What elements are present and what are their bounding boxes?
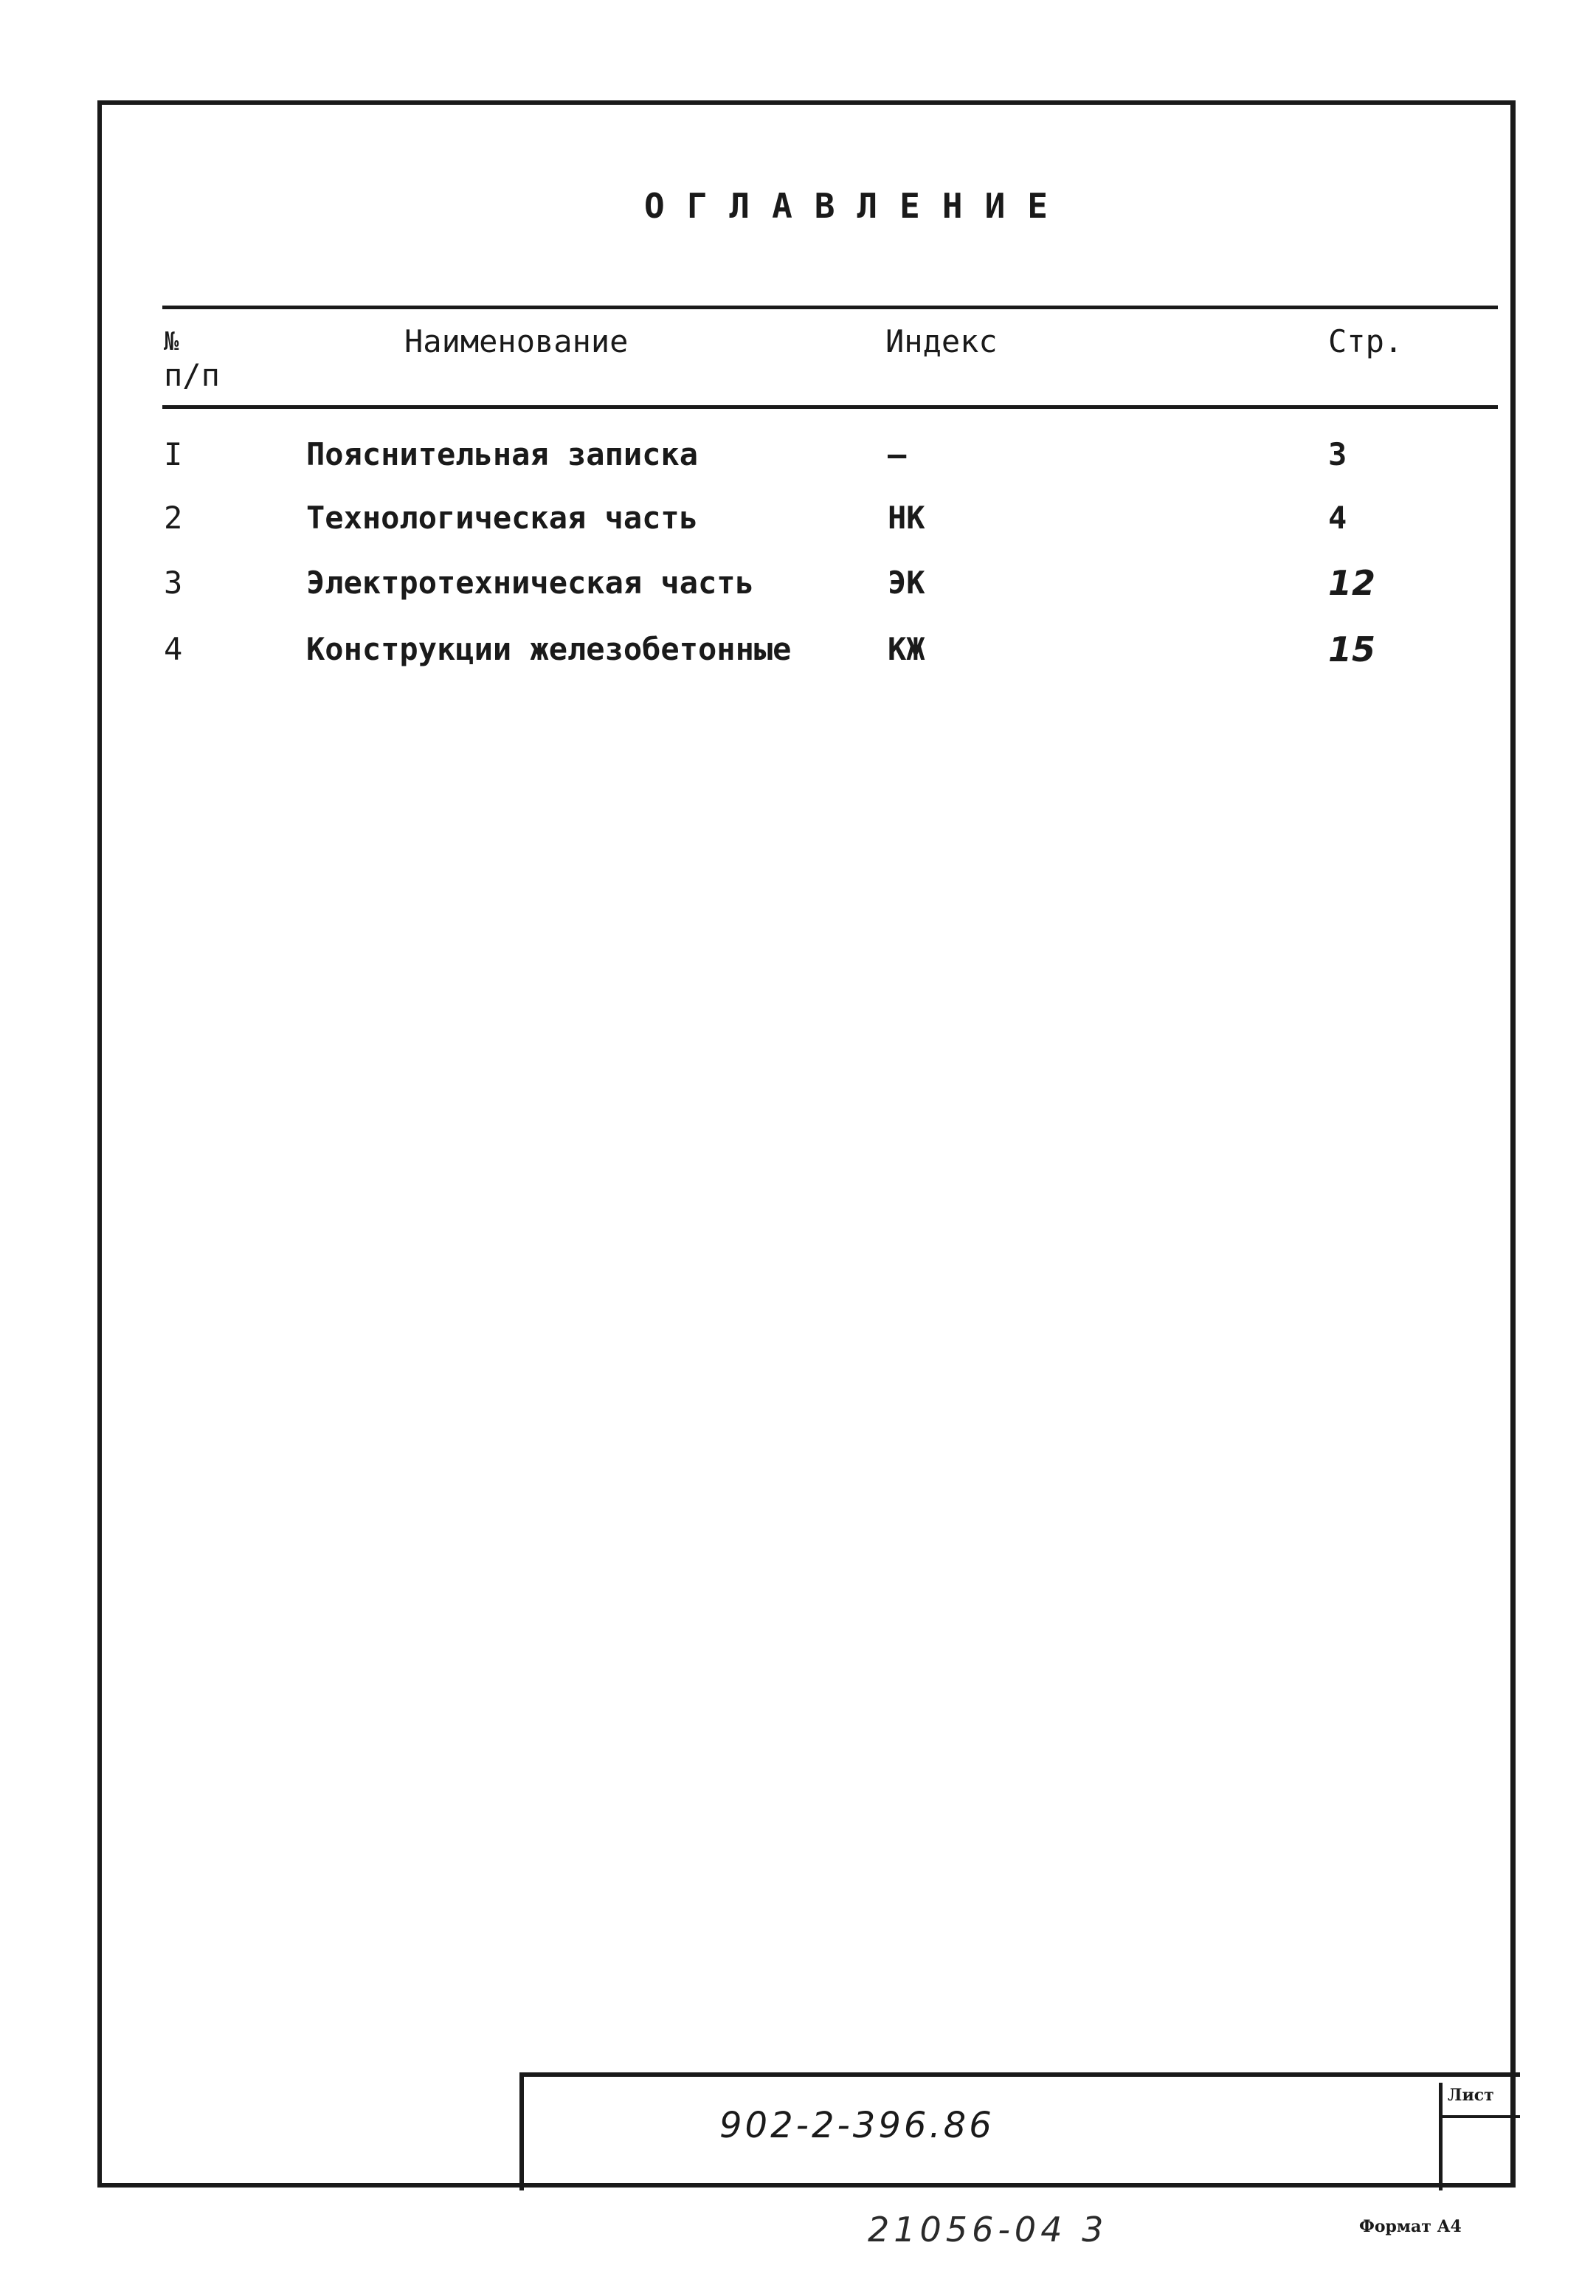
table-row [0, 496, 1596, 540]
sheet-cell-divider [1443, 2115, 1520, 2118]
format-label: Формат А4 [1359, 2217, 1462, 2236]
table-row [0, 432, 1596, 477]
row-number: I [164, 436, 183, 472]
row-page: 15 [1328, 630, 1376, 669]
sheet-label: Лист [1448, 2086, 1494, 2105]
header-name: Наименование [404, 323, 629, 359]
header-number-sign: № [164, 327, 179, 356]
table-row [0, 561, 1596, 605]
row-page: 12 [1328, 563, 1376, 603]
row-number: 4 [164, 631, 183, 667]
table-header-rule [162, 405, 1498, 409]
header-page: Стр. [1328, 323, 1403, 359]
row-number: 2 [164, 500, 183, 536]
row-index: – [888, 436, 907, 472]
row-name: Электротехническая часть [306, 565, 754, 601]
row-index: КЖ [888, 631, 925, 667]
row-page: 3 [1328, 436, 1347, 472]
table-top-rule [162, 306, 1498, 309]
row-name: Конструкции железобетонные [306, 631, 792, 667]
row-name: Технологическая часть [306, 500, 699, 536]
row-number: 3 [164, 565, 183, 601]
header-index: Индекс [885, 323, 998, 359]
header-number: п/п [164, 357, 220, 393]
footer-number: 21056-04 3 [868, 2210, 1108, 2250]
page-title: ОГЛАВЛЕНИЕ [644, 186, 1070, 226]
table-row [0, 627, 1596, 672]
row-page: 4 [1328, 500, 1347, 536]
sheet-frame [97, 100, 1516, 2188]
row-index: НК [888, 500, 925, 536]
document-code: 902-2-396.86 [719, 2105, 995, 2146]
row-index: ЭК [888, 565, 925, 601]
title-block-stamp [519, 2072, 1520, 2190]
row-name: Пояснительная записка [306, 436, 699, 472]
